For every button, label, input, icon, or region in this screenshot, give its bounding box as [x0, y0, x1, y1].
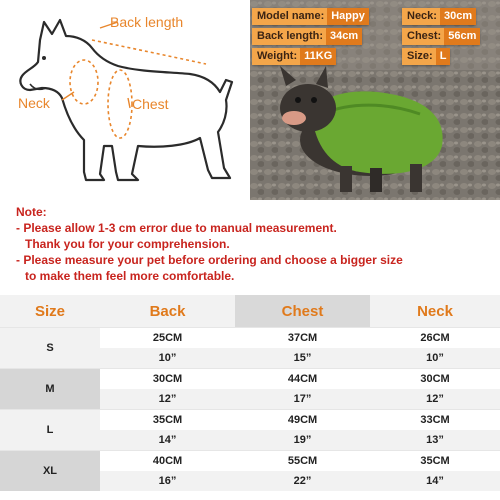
neck-cm-cell: 30CM	[370, 369, 500, 390]
back-length-tag	[252, 28, 362, 45]
table-row	[0, 410, 500, 431]
back-length-value: 34cm	[326, 28, 362, 45]
header-chest: Chest	[235, 295, 370, 328]
back-cm-cell: 25CM	[100, 328, 235, 349]
weight-value: 11KG	[300, 48, 336, 65]
neck-in-cell: 10”	[370, 348, 500, 369]
note-line: to make them feel more comfortable.	[25, 269, 235, 283]
table-row	[0, 328, 500, 349]
neck-in-cell: 14”	[370, 471, 500, 491]
product-photo	[250, 0, 500, 200]
chest-cm-cell: 44CM	[235, 369, 370, 390]
chest-label: Chest	[132, 96, 169, 112]
neck-in-cell: 13”	[370, 430, 500, 451]
size-tag	[402, 48, 450, 65]
back-cm-cell: 35CM	[100, 410, 235, 431]
weight-tag	[252, 48, 336, 65]
chest-in-cell: 17”	[235, 389, 370, 410]
note-line: - Please measure your pet before ordering and choose a bigger size	[16, 253, 403, 267]
chest-cm-cell: 37CM	[235, 328, 370, 349]
chest-key: Chest:	[402, 28, 444, 45]
note-line: - Please allow 1-3 cm error due to manual measurement.	[16, 221, 337, 235]
chest-in-cell: 22”	[235, 471, 370, 491]
neck-value: 30cm	[440, 8, 476, 25]
chest-value: 56cm	[444, 28, 480, 45]
back-in-cell: 14”	[100, 430, 235, 451]
back-length-key: Back length:	[252, 28, 326, 45]
neck-cm-cell: 33CM	[370, 410, 500, 431]
header-back: Back	[100, 295, 235, 328]
chest-in-cell: 15”	[235, 348, 370, 369]
measurement-diagram	[0, 0, 250, 195]
chest-in-cell: 19”	[235, 430, 370, 451]
neck-key: Neck:	[402, 8, 440, 25]
size-cell: M	[0, 369, 100, 410]
size-cell: S	[0, 328, 100, 369]
back-in-cell: 10”	[100, 348, 235, 369]
back-in-cell: 12”	[100, 389, 235, 410]
note-title: Note:	[16, 205, 47, 219]
note-line: Thank you for your comprehension.	[25, 237, 230, 251]
header-size: Size	[0, 295, 100, 328]
back-cm-cell: 40CM	[100, 451, 235, 472]
size-cell: L	[0, 410, 100, 451]
note-block	[16, 204, 486, 284]
model-name-tag	[252, 8, 369, 25]
neck-cm-cell: 35CM	[370, 451, 500, 472]
back-in-cell: 16”	[100, 471, 235, 491]
neck-in-cell: 12”	[370, 389, 500, 410]
header-neck: Neck	[370, 295, 500, 328]
weight-key: Weight:	[252, 48, 300, 65]
chest-tag	[402, 28, 480, 45]
back-cm-cell: 30CM	[100, 369, 235, 390]
table-header-row	[0, 295, 500, 328]
model-name-key: Model name:	[252, 8, 327, 25]
size-cell: XL	[0, 451, 100, 492]
neck-tag	[402, 8, 476, 25]
size-key: Size:	[402, 48, 436, 65]
back-length-label: Back length	[110, 14, 184, 30]
neck-cm-cell: 26CM	[370, 328, 500, 349]
table-row	[0, 451, 500, 472]
chest-cm-cell: 55CM	[235, 451, 370, 472]
model-name-value: Happy	[327, 8, 369, 25]
neck-label: Neck	[18, 95, 50, 111]
table-row	[0, 369, 500, 390]
size-value: L	[436, 48, 451, 65]
chest-cm-cell: 49CM	[235, 410, 370, 431]
size-chart-table	[0, 295, 500, 491]
